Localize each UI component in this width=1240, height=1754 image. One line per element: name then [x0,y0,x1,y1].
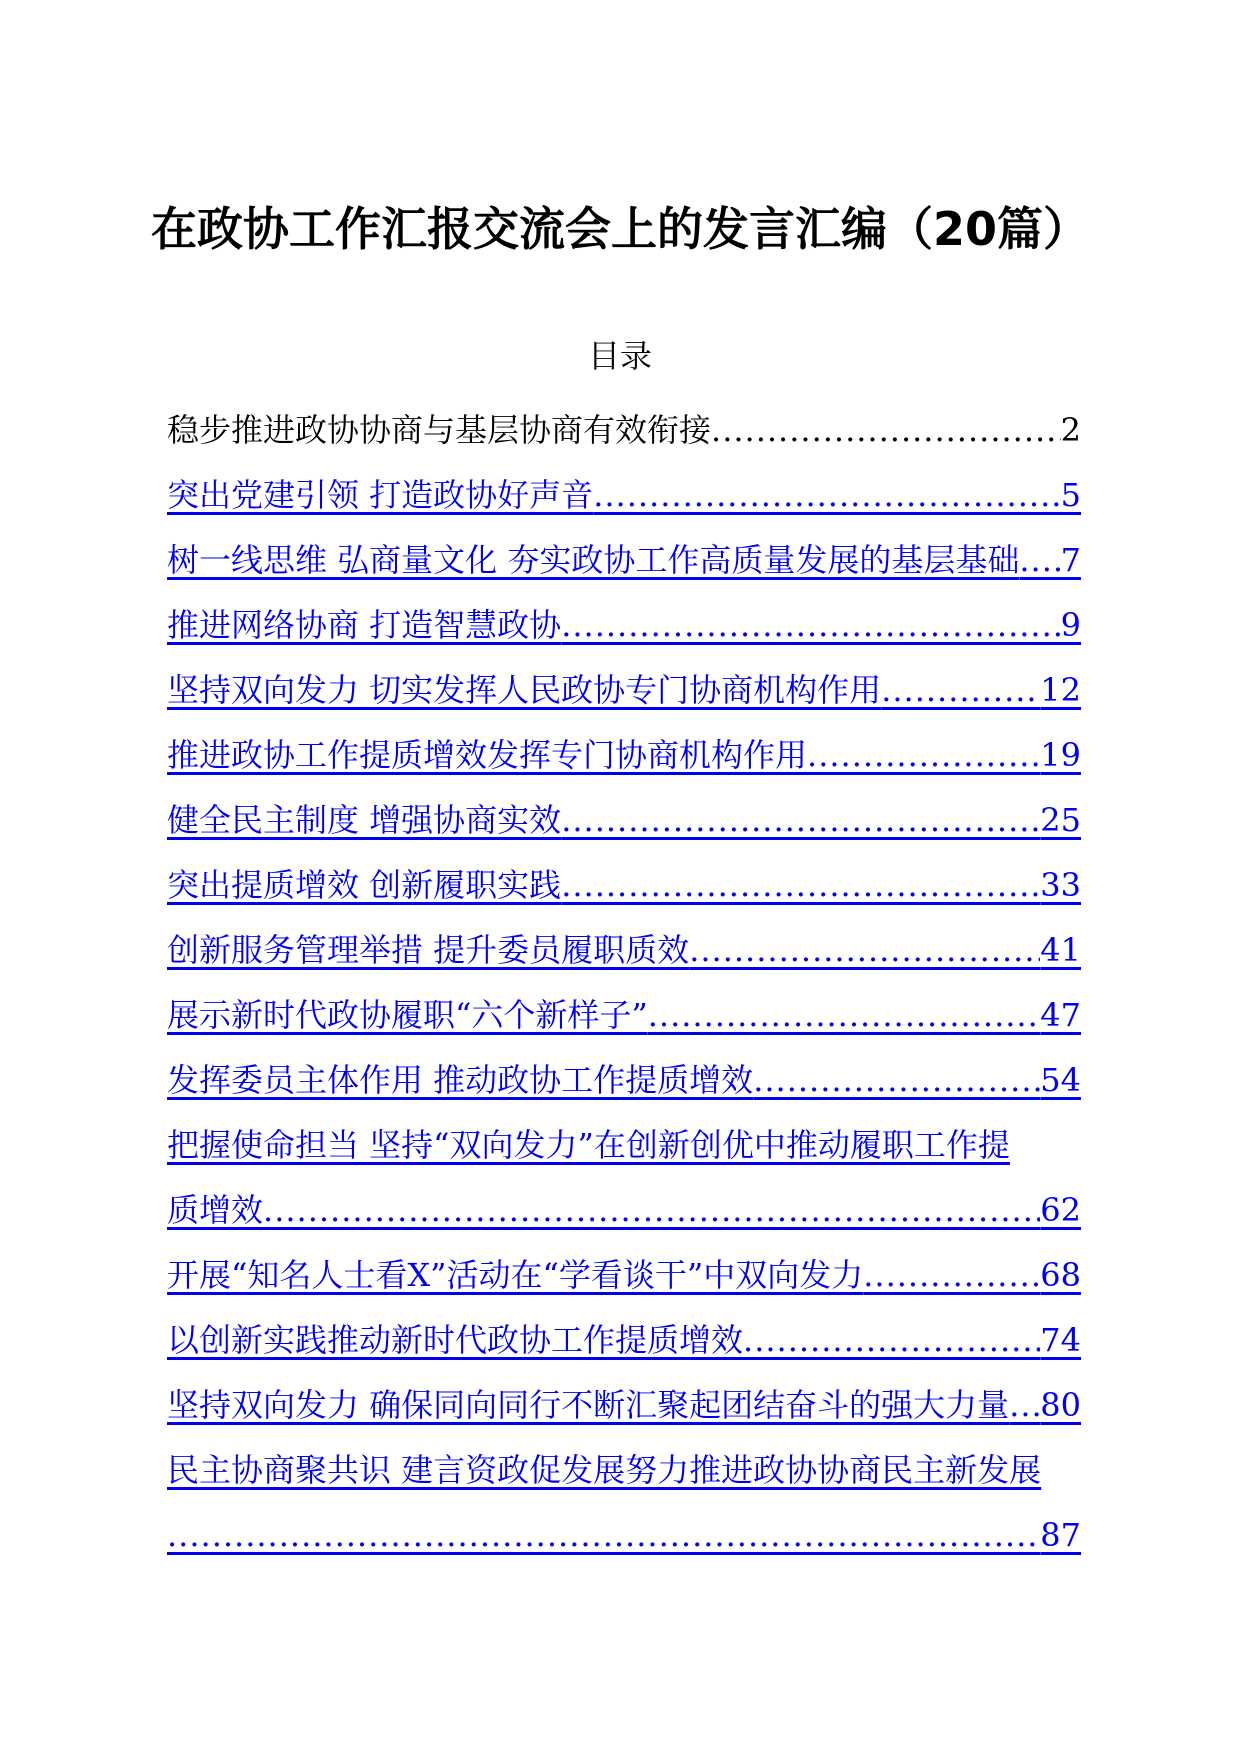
toc-entry-16-line-1[interactable]: 民主协商聚共识 建言资政促发展努力推进政协协商民主新发展 [167,1451,1042,1489]
toc-entry-page: 68 [1040,1256,1081,1294]
toc-entry-title: 突出党建引领 打造政协好声音 [167,476,594,514]
toc-entry-title: 质增效 [167,1191,264,1229]
toc-leader-dots [263,1178,1040,1243]
toc-entry-title: 健全民主制度 增强协商实效 [167,801,562,839]
toc-leader-dots [753,1048,1040,1113]
document-title: 在政协工作汇报交流会上的发言汇编（20篇） [150,202,1089,256]
toc-entry-title: 发挥委员主体作用 推动政协工作提质增效 [167,1061,754,1099]
toc-entry-page: 2 [1060,411,1081,449]
toc-entry-page: 7 [1060,541,1081,579]
toc-entry-4[interactable] [167,593,1081,658]
toc-entry-9[interactable] [167,918,1081,983]
toc-leader-dots [1009,1373,1040,1438]
toc-entry-2[interactable] [167,463,1081,528]
toc-leader-dots [593,463,1060,528]
toc-entry-title: 推进政协工作提质增效发挥专门协商机构作用 [167,736,808,774]
toc-entry-page: 74 [1040,1321,1081,1359]
toc-leader-dots [881,658,1040,723]
toc-entry-page: 12 [1040,671,1081,709]
table-of-contents [167,398,1081,1568]
toc-leader-dots [689,918,1040,983]
toc-heading: 目录 [587,337,652,375]
toc-entry-title: 坚持双向发力 切实发挥人民政协专门协商机构作用 [167,671,882,709]
toc-entry-page: 54 [1040,1061,1081,1099]
toc-leader-dots [561,853,1040,918]
toc-entry-13[interactable] [167,1243,1081,1308]
toc-entry-1 [167,398,1081,463]
toc-entry-page: 80 [1040,1386,1081,1424]
toc-entry-page: 9 [1060,606,1081,644]
toc-entry-title: 以创新实践推动新时代政协工作提质增效 [167,1321,744,1359]
toc-entry-14[interactable] [167,1308,1081,1373]
toc-entry-title: 树一线思维 弘商量文化 夯实政协工作高质量发展的基层基础 [167,541,1020,579]
toc-leader-dots [648,983,1041,1048]
toc-entry-title: 突出提质增效 创新履职实践 [167,866,562,904]
toc-entry-page: 41 [1040,931,1081,969]
toc-leader-dots [1019,528,1060,593]
toc-entry-page: 33 [1040,866,1081,904]
toc-entry-12-line-2[interactable] [167,1178,1081,1243]
toc-leader-dots [561,788,1040,853]
toc-leader-dots [807,723,1040,788]
toc-entry-title: 展示新时代政协履职“六个新样子” [167,996,648,1034]
toc-entry-11[interactable] [167,1048,1081,1113]
toc-entry-3[interactable] [167,528,1081,593]
toc-entry-8[interactable] [167,853,1081,918]
toc-leader-dots [561,593,1060,658]
toc-entry-title: 坚持双向发力 确保同向同行不断汇聚起团结奋斗的强大力量 [167,1386,1010,1424]
toc-entry-title: 创新服务管理举措 提升委员履职质效 [167,931,690,969]
toc-entry-16-line-2[interactable] [167,1503,1081,1568]
toc-leader-dots [743,1308,1040,1373]
toc-entry-page: 87 [1040,1516,1081,1554]
toc-entry-5[interactable] [167,658,1081,723]
toc-entry-6[interactable] [167,723,1081,788]
toc-leader-dots [711,398,1061,463]
toc-entry-page: 62 [1040,1191,1081,1229]
toc-entry-page: 25 [1040,801,1081,839]
toc-leader-dots [863,1243,1040,1308]
toc-entry-page: 47 [1040,996,1081,1034]
toc-entry-page: 5 [1060,476,1081,514]
toc-entry-title: 推进网络协商 打造智慧政协 [167,606,562,644]
toc-leader-dots [167,1503,1040,1568]
toc-entry-15[interactable] [167,1373,1081,1438]
toc-entry-10[interactable] [167,983,1081,1048]
toc-entry-7[interactable] [167,788,1081,853]
toc-entry-title: 开展“知名人士看X”活动在“学看谈干”中双向发力 [167,1256,864,1294]
toc-entry-page: 19 [1040,736,1081,774]
toc-entry-12-line-1[interactable]: 把握使命担当 坚持“双向发力”在创新创优中推动履职工作提 [167,1126,1010,1164]
toc-entry-title: 稳步推进政协协商与基层协商有效衔接 [167,411,712,449]
